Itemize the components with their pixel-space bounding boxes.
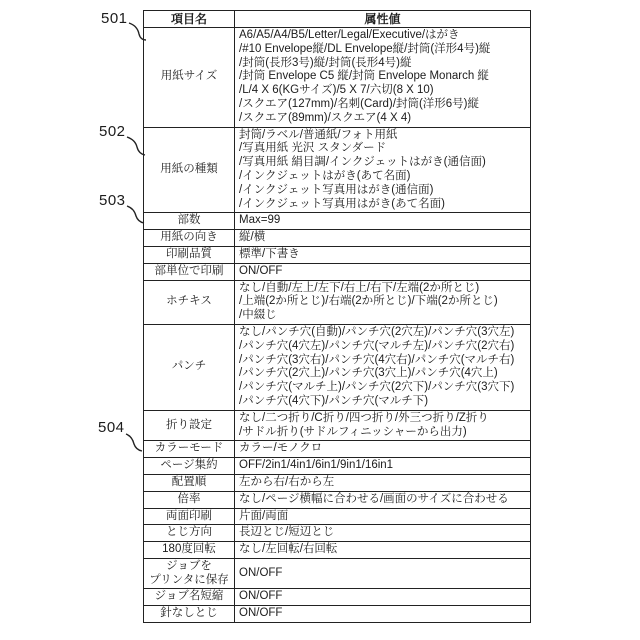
- table-row: [144, 558, 531, 589]
- attribute-value-cell: なし/パンチ穴(自動)/パンチ穴(2穴左)/パンチ穴(3穴左) /パンチ穴(4穴左)/パンチ穴(マルチ左)/パンチ穴(2穴右) /パンチ穴(3穴右)/パンチ穴(4穴右)/パンチ穴(マルチ右) /パンチ穴(2穴上)/パンチ穴(3穴上)/パンチ穴(4穴上) /パンチ穴(マルチ上)/パンチ穴(2穴下)/パンチ穴(3穴下) /パンチ穴(4穴下)/パンチ穴(マルチ下): [235, 324, 531, 410]
- table-row: [144, 491, 531, 508]
- table-row: [144, 410, 531, 441]
- attribute-value-cell: Max=99: [235, 213, 531, 230]
- header-row: [144, 11, 531, 28]
- table-row: [144, 441, 531, 458]
- table-row: [144, 280, 531, 324]
- attribute-value-cell: なし/ページ横幅に合わせる/画面のサイズに合わせる: [235, 491, 531, 508]
- attribute-value-cell: A6/A5/A4/B5/Letter/Legal/Executive/はがき /#10 Envelope縦/DL Envelope縦/封筒(洋形4号)縦 /封筒(長形3号)縦/封筒(長形4号)縦 /封筒 Envelope C5 縦/封筒 Envelope Monarch 縦 /L/4 X 6(KGサイズ)/5 X 7/六切(8 X 10) /スクエア(127mm)/名刺(Card)/封筒(洋形6号)縦 /スクエア(89mm)/スクエア(4 X 4): [235, 28, 531, 128]
- table-row: [144, 525, 531, 542]
- callout-503: 503: [99, 192, 126, 209]
- item-name-cell: パンチ: [144, 324, 235, 410]
- attribute-value-cell: 長辺とじ/短辺とじ: [235, 525, 531, 542]
- table-row: [144, 508, 531, 525]
- attribute-value-cell: 片面/両面: [235, 508, 531, 525]
- item-name-cell: 180度回転: [144, 542, 235, 559]
- item-name-cell: 用紙サイズ: [144, 28, 235, 128]
- attribute-value-cell: なし/自動/左上/左下/右上/右下/左端(2か所とじ) /上端(2か所とじ)/右端(2か所とじ)/下端(2か所とじ) /中綴じ: [235, 280, 531, 324]
- leader-line-503: [127, 206, 144, 223]
- attribute-value-cell: ON/OFF: [235, 606, 531, 623]
- attribute-value-cell: 封筒/ラベル/普通紙/フォト用紙 /写真用紙 光沢 スタンダード /写真用紙 絹目調/インクジェットはがき(通信面) /インクジェットはがき(あて名面) /インクジェット写真用はがき(通信面) /インクジェット写真用はがき(あて名面): [235, 127, 531, 213]
- table-row: [144, 28, 531, 128]
- item-name-cell: ジョブを プリンタに保存: [144, 558, 235, 589]
- item-name-cell: 針なしとじ: [144, 606, 235, 623]
- table-row: [144, 589, 531, 606]
- table-row: [144, 263, 531, 280]
- column-header-value: 属性値: [235, 11, 531, 28]
- table-row: [144, 127, 531, 213]
- attribute-value-cell: なし/二つ折り/C折り/四つ折り/外三つ折り/Z折り /サドル折り(サドルフィニッシャーから出力): [235, 410, 531, 441]
- attribute-value-cell: 左から右/右から左: [235, 474, 531, 491]
- attribute-value-cell: 縦/横: [235, 230, 531, 247]
- item-name-cell: カラーモード: [144, 441, 235, 458]
- item-name-cell: 用紙の向き: [144, 230, 235, 247]
- leader-line-504: [126, 434, 142, 451]
- callout-502: 502: [99, 123, 126, 140]
- attribute-value-cell: 標準/下書き: [235, 246, 531, 263]
- item-name-cell: とじ方向: [144, 525, 235, 542]
- item-name-cell: 折り設定: [144, 410, 235, 441]
- spec-table: [143, 10, 531, 623]
- attribute-value-cell: ON/OFF: [235, 263, 531, 280]
- table-row: [144, 324, 531, 410]
- table-row: [144, 230, 531, 247]
- attribute-value-cell: ON/OFF: [235, 558, 531, 589]
- callout-504: 504: [98, 419, 125, 436]
- column-header-item: 項目名: [144, 11, 235, 28]
- table-row: [144, 213, 531, 230]
- item-name-cell: ホチキス: [144, 280, 235, 324]
- item-name-cell: ページ集約: [144, 458, 235, 475]
- item-name-cell: 部数: [144, 213, 235, 230]
- callout-501: 501: [101, 10, 128, 27]
- table-row: [144, 458, 531, 475]
- item-name-cell: 部単位で印刷: [144, 263, 235, 280]
- table-row: [144, 246, 531, 263]
- attribute-value-cell: OFF/2in1/4in1/6in1/9in1/16in1: [235, 458, 531, 475]
- item-name-cell: 配置順: [144, 474, 235, 491]
- attribute-value-cell: ON/OFF: [235, 589, 531, 606]
- table-row: [144, 474, 531, 491]
- table-row: [144, 606, 531, 623]
- item-name-cell: ジョブ名短縮: [144, 589, 235, 606]
- item-name-cell: 印刷品質: [144, 246, 235, 263]
- item-name-cell: 用紙の種類: [144, 127, 235, 213]
- spec-table-body: [144, 28, 531, 623]
- table-row: [144, 542, 531, 559]
- item-name-cell: 倍率: [144, 491, 235, 508]
- attribute-value-cell: カラー/モノクロ: [235, 441, 531, 458]
- attribute-value-cell: なし/左回転/右回転: [235, 542, 531, 559]
- item-name-cell: 両面印刷: [144, 508, 235, 525]
